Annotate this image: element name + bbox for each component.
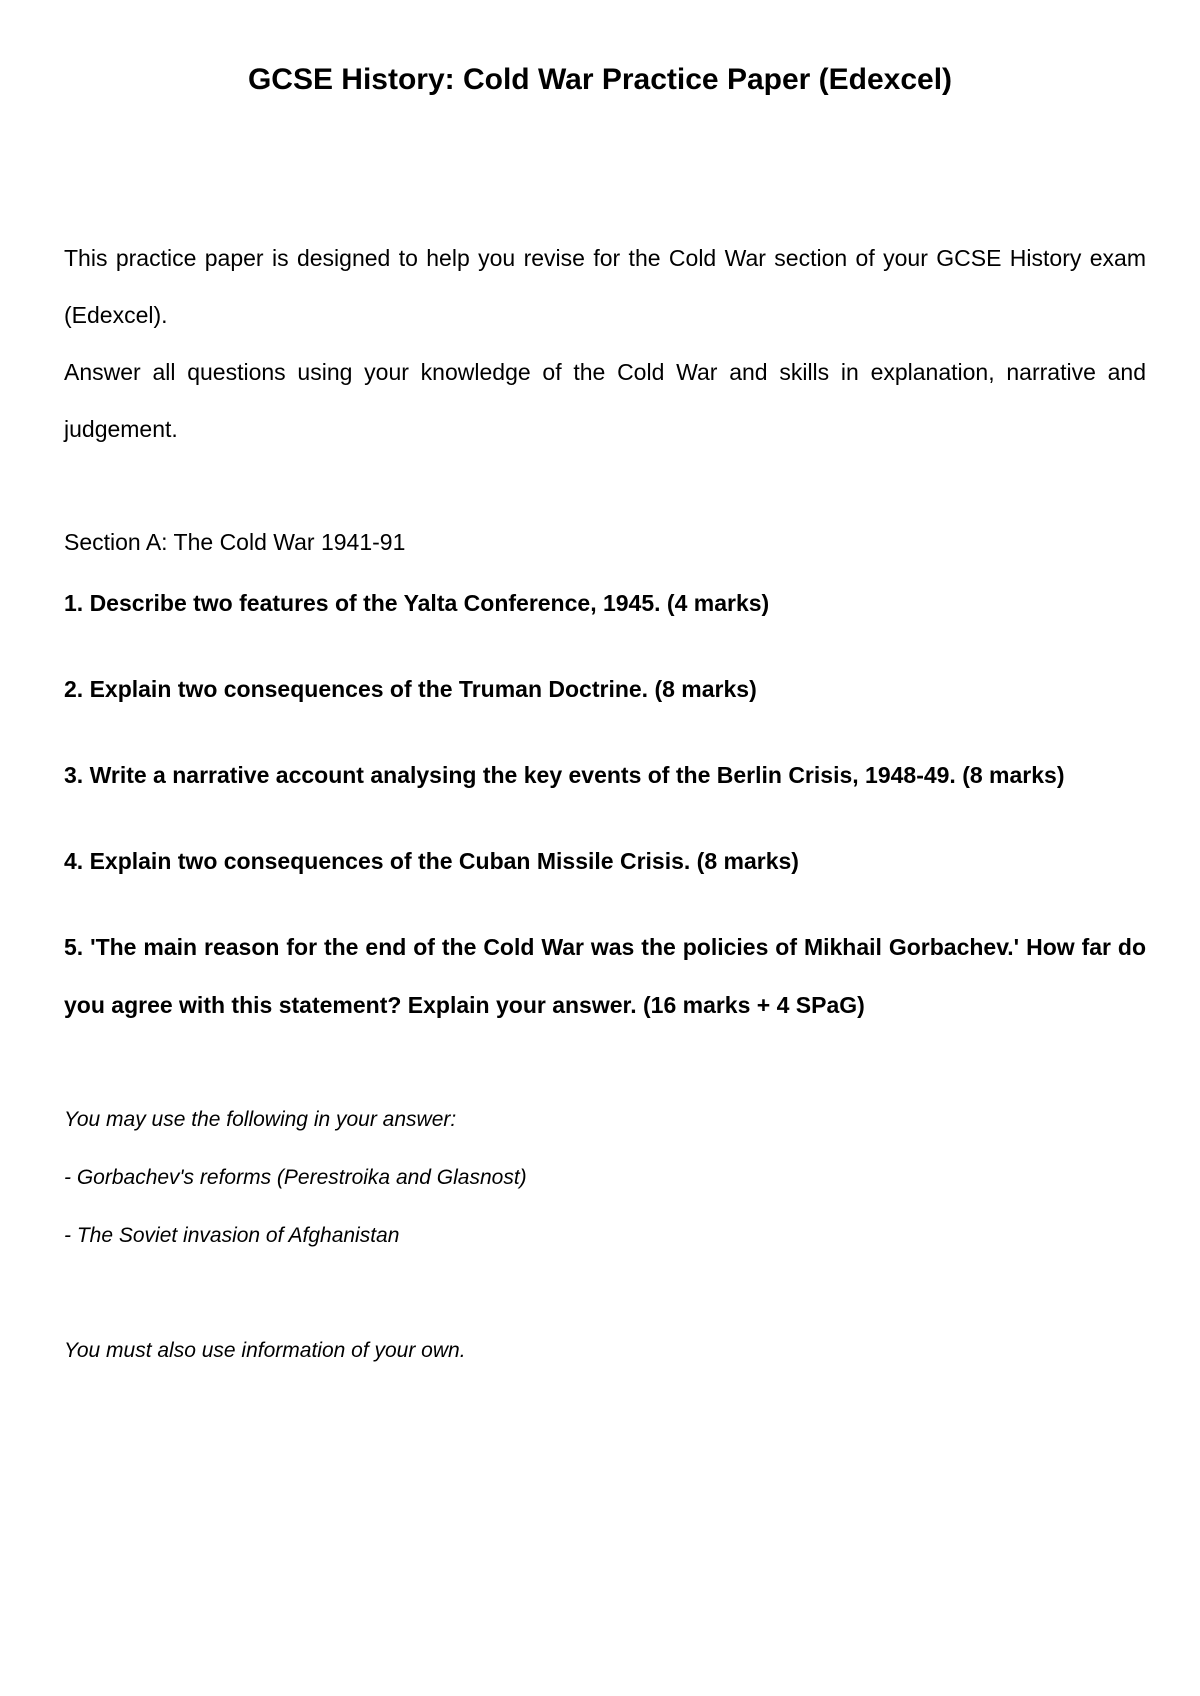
note-item-afghanistan: - The Soviet invasion of Afghanistan: [64, 1224, 400, 1247]
page-title: GCSE History: Cold War Practice Paper (Edexcel): [247, 63, 953, 96]
question-5: 5. 'The main reason for the end of the Cold War was the policies of Mikhail Gorbachev.' How far do you agree with this statement? Explain your answer. (16 marks + 4 SPaG): [64, 934, 1146, 1018]
intro-paragraph-2: Answer all questions using your knowledge of the Cold War and skills in explanation, narrative and judgement.: [64, 359, 1146, 442]
question-4: 4. Explain two consequences of the Cuban Missile Crisis. (8 marks): [64, 848, 799, 874]
note-own-information: You must also use information of your own.: [64, 1339, 466, 1362]
question-1: 1. Describe two features of the Yalta Conference, 1945. (4 marks): [64, 590, 770, 616]
section-heading: Section A: The Cold War 1941-91: [64, 529, 406, 555]
note-item-reforms: - Gorbachev's reforms (Perestroika and Glasnost): [64, 1166, 527, 1189]
note-intro: You may use the following in your answer:: [64, 1108, 457, 1131]
question-2: 2. Explain two consequences of the Truman Doctrine. (8 marks): [64, 676, 757, 702]
intro-paragraph-1: This practice paper is designed to help you revise for the Cold War section of your GCSE History exam (Edexcel).: [64, 245, 1146, 328]
question-3: 3. Write a narrative account analysing the key events of the Berlin Crisis, 1948-49. (8 marks): [64, 762, 1065, 788]
